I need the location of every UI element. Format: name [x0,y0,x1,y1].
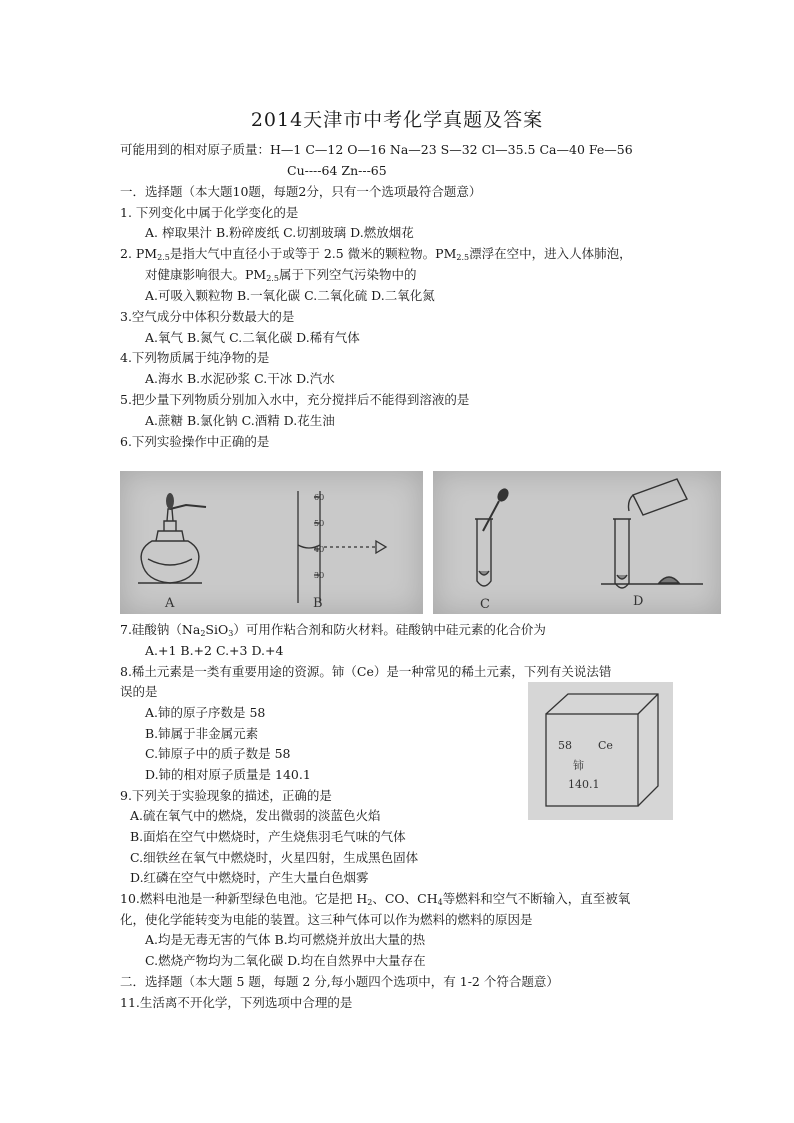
figure-label-b: B [313,596,323,611]
alcohol-lamp-icon [138,493,206,583]
q1-stem: 1. 下列变化中属于化学变化的是 [120,205,299,220]
cerium-atomic-number: 58 [558,739,572,752]
q1-options: A. 榨取果汁 B.粉碎废纸 C.切割玻璃 D.燃放烟花 [145,225,414,240]
q8-stem-line-1: 8.稀土元素是一类有重要用途的资源。铈（Ce）是一种常见的稀土元素，下列有关说法错 [120,664,612,679]
q6-figure-left-drawing [120,471,423,614]
q8-stem-line-2: 误的是 [120,684,158,699]
q9-option-b: B.面焰在空气中燃烧时，产生烧焦羽毛气味的气体 [130,829,406,844]
q4-stem: 4.下列物质属于纯净物的是 [120,350,270,365]
q8-option-d: D.铈的相对原子质量是 140.1 [145,767,311,782]
q8-option-c: C.铈原子中的质子数是 58 [145,746,291,761]
q8-option-a: A.铈的原子序数是 58 [145,705,266,720]
cerium-symbol: Ce [598,739,613,752]
figure-label-c: C [480,597,490,612]
q7-options: A.+1 B.+2 C.+3 D.+4 [145,643,284,658]
q9-option-d: D.红磷在空气中燃烧时，产生大量白色烟雾 [130,870,369,885]
section-2-heading: 二．选择题（本大题 5 题，每题 2 分,每小题四个选项中，有 1-2 个符合题意） [120,974,559,989]
figure-label-d: D [633,594,644,609]
cerium-cube-drawing [528,682,673,820]
section-1-heading: 一．选择题（本大题10题，每题2分，只有一个选项最符合题意） [120,184,482,199]
q9-stem: 9.下列关于实验现象的描述，正确的是 [120,788,332,803]
q11-stem: 11.生活离不开化学，下列选项中合理的是 [120,995,353,1010]
cerium-element-cell [528,682,673,820]
q10-stem-line-2: 化，使化学能转变为电能的装置。这三种气体可以作为燃料的燃料的原因是 [120,912,533,927]
test-tube-dropper-icon [475,486,511,586]
tick-40-label: 40 [314,545,325,554]
q10-stem-line-1: 10.燃料电池是一种新型绿色电池。它是把 $H_2$、CO、$CH_4$等燃料和空气不断输入，直至被氧 [120,891,631,907]
q9-option-a: A.硫在氧气中的燃烧，发出微弱的淡蓝色火焰 [130,808,381,823]
tick-50-label: 50 [314,519,325,528]
q6-figure-right-drawing [433,471,721,614]
q3-options: A.氧气 B.氮气 C.二氧化碳 D.稀有气体 [145,330,360,345]
q5-stem: 5.把少量下列物质分别加入水中，充分搅拌后不能得到溶液的是 [120,392,470,407]
figure-label-a: A [165,596,175,611]
cerium-atomic-mass: 140.1 [568,778,600,791]
cerium-name: 铈 [573,759,584,772]
atomic-mass-line-1: 可能用到的相对原子质量：H—1 C—12 O—16 Na—23 S—32 Cl—35.5 Ca—40 Fe—56 [120,142,633,157]
q4-options: A.海水 B.水泥砂浆 C.干冰 D.汽水 [145,371,335,386]
q10-options-ab: A.均是无毒无害的气体 B.均可燃烧并放出大量的热 [145,932,426,947]
page-title: 2014天津市中考化学真题及答案 [250,109,544,131]
q8-option-b: B.铈属于非金属元素 [145,726,259,741]
tick-30-label: 30 [314,571,325,580]
q2-options: A.可吸入颗粒物 B.一氧化碳 C.二氧化硫 D.二氧化氮 [145,288,435,303]
q6-stem: 6.下列实验操作中正确的是 [120,434,270,449]
q7-stem: 7.硅酸钠$(Na_2SiO_3)$可用作粘合剂和防火材料。硅酸钠中硅元素的化合价为 [120,622,546,638]
atomic-mass-line-2: Cu----64 Zn---65 [287,163,387,178]
q6-figure-left [120,471,423,614]
q2-stem-line-2: 对健康影响很大。$PM_{2.5}$属于下列空气污染物中的 [145,267,417,283]
q6-figure-right [433,471,721,614]
q10-options-cd: C.燃烧产物均为二氧化碳 D.均在自然界中大量存在 [145,953,426,968]
q5-options: A.蔗糖 B.氯化钠 C.酒精 D.花生油 [145,413,335,428]
q3-stem: 3.空气成分中体积分数最大的是 [120,309,295,324]
q9-option-c: C.细铁丝在氧气中燃烧时，火星四射，生成黑色固体 [130,850,419,865]
tick-60-label: 60 [314,493,325,502]
pouring-reagent-icon [601,479,703,588]
graduated-cylinder-icon [298,491,386,603]
q2-stem-line-1: 2. $PM_{2.5}$是指大气中直径小于或等于 2.5 微米的颗粒物。$PM_{2.5}$漂浮在空中，进入人体肺泡， [120,246,632,262]
